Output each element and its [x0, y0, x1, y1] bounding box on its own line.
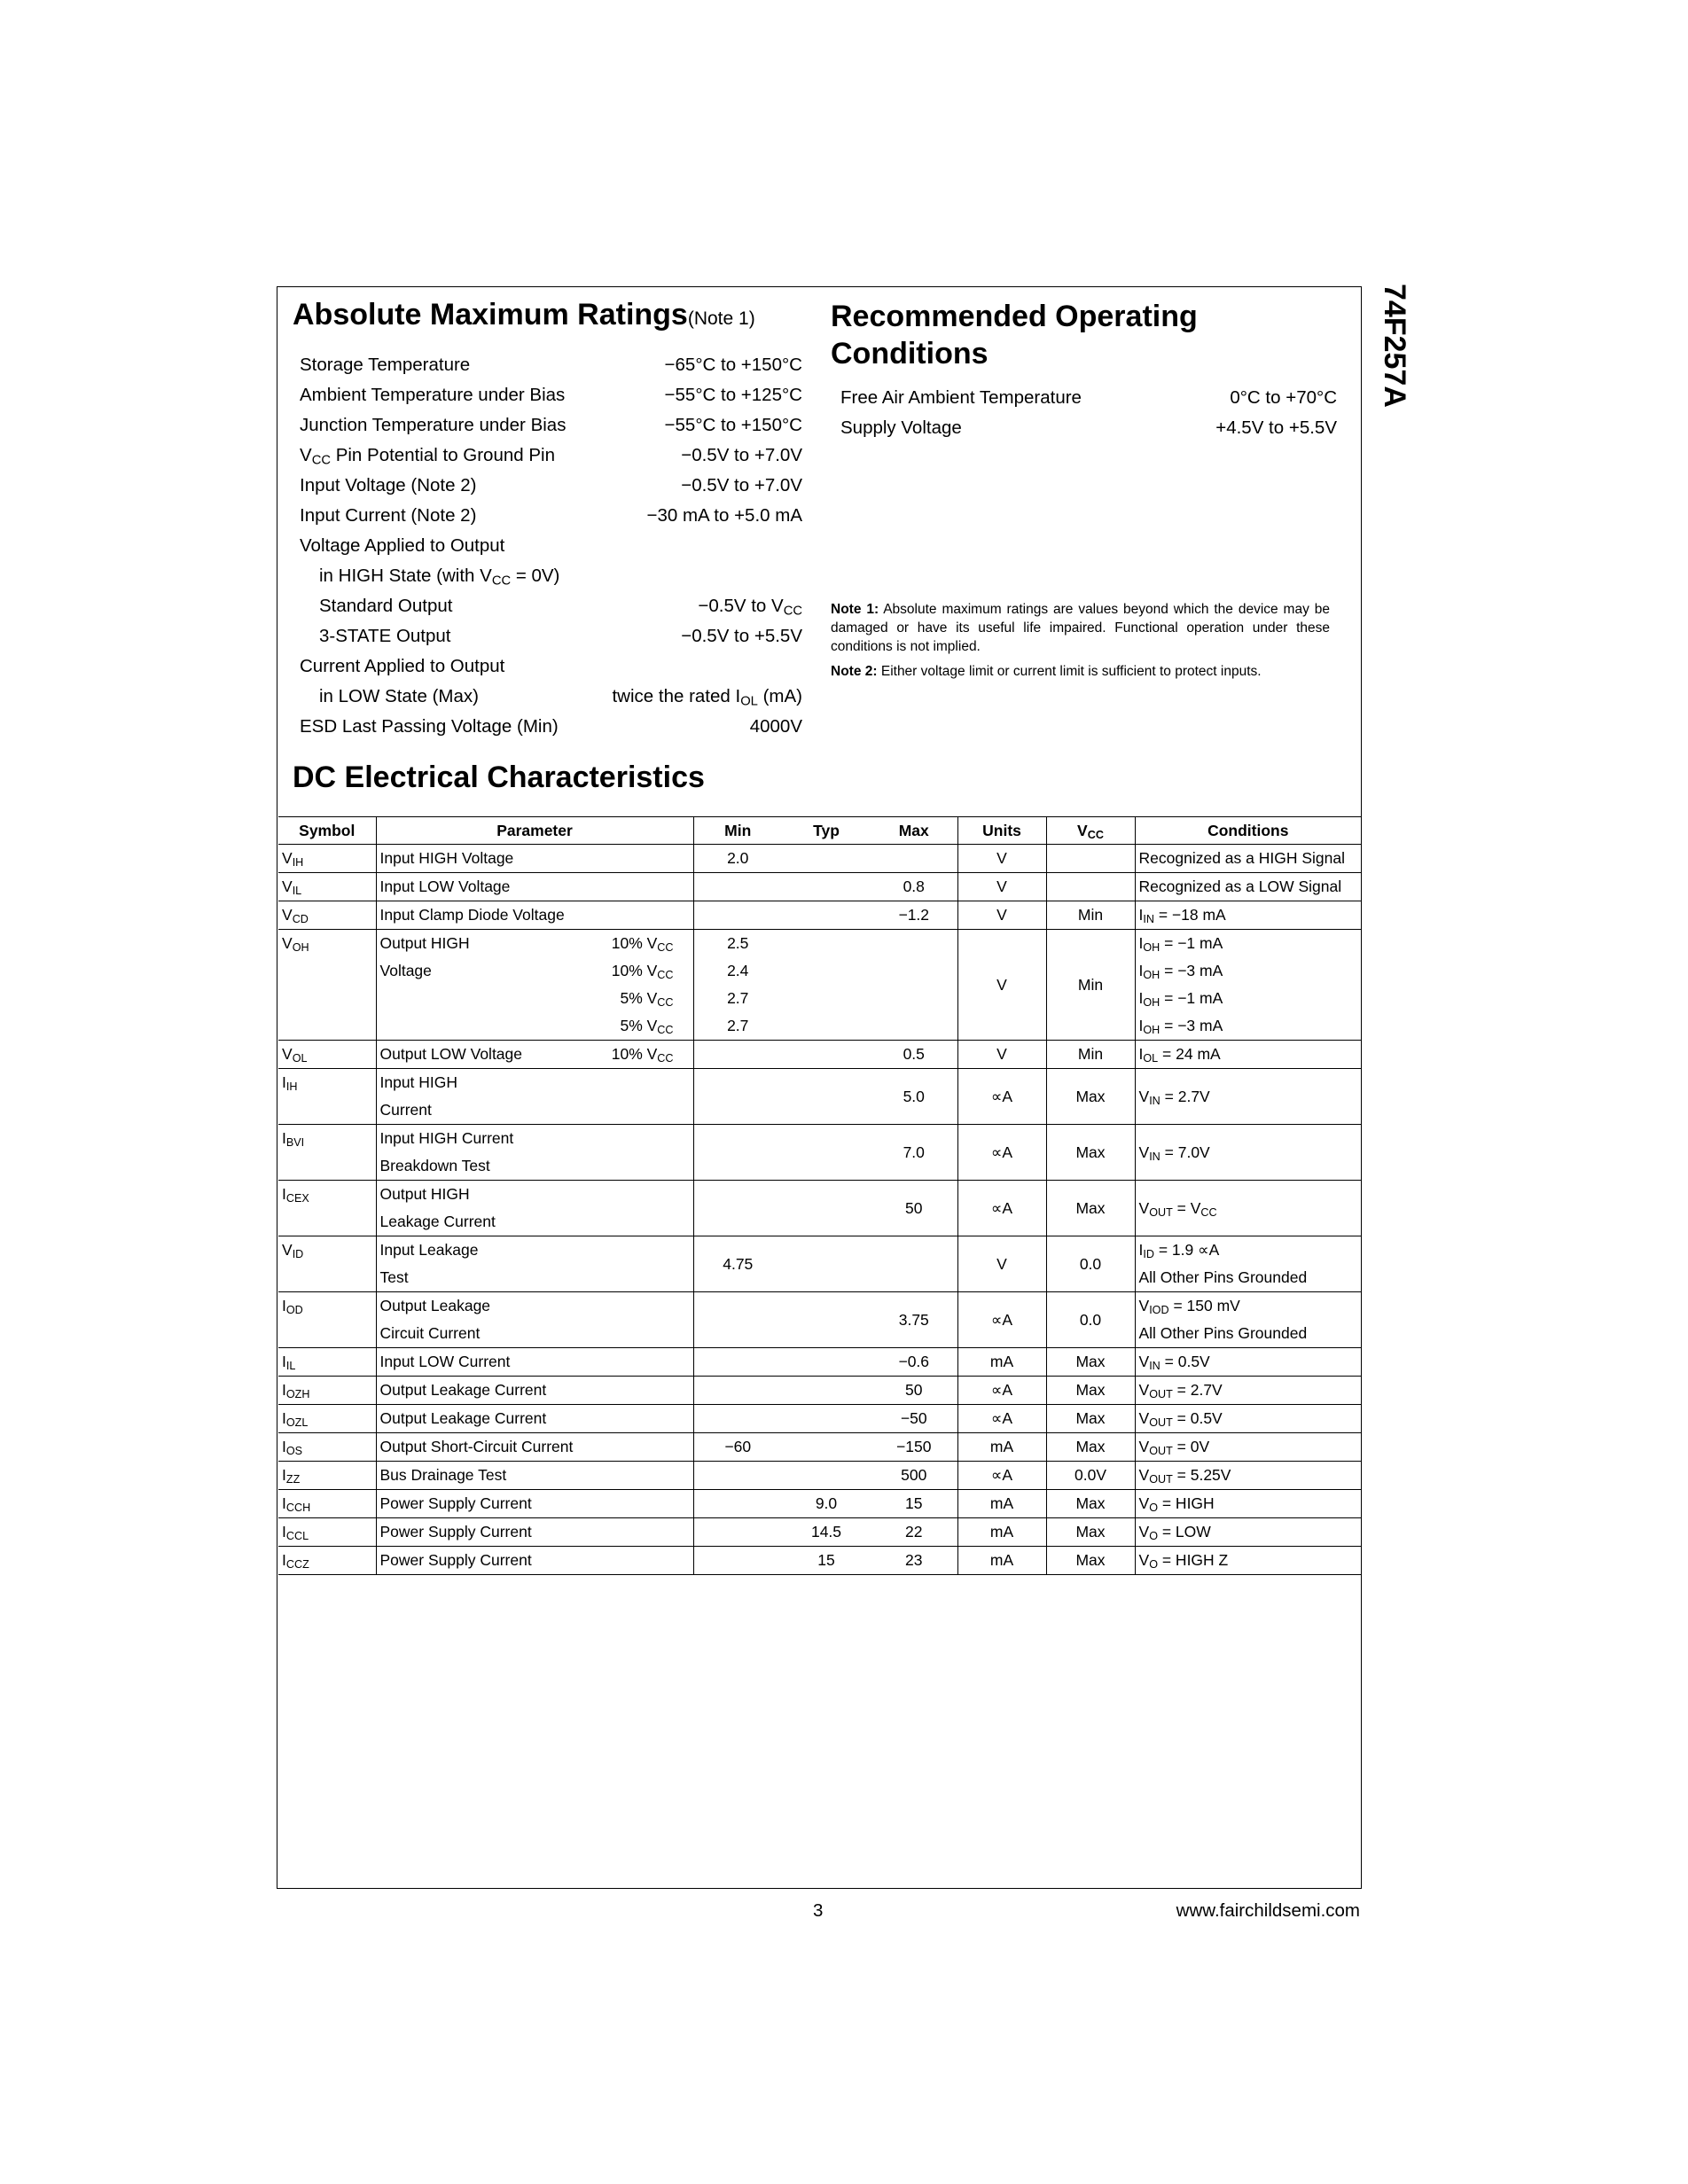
units-cell: ∝A — [957, 1292, 1046, 1348]
vcc-cell: Min — [1046, 930, 1135, 1041]
table-row — [278, 1405, 1361, 1433]
min-cell: 2.0 — [693, 845, 782, 873]
parameter-qualifier: 5% $V_{CC}$ — [620, 989, 674, 1010]
rating-label: Voltage Applied to Output — [300, 535, 505, 556]
vcc-cell: 0.0V — [1046, 1462, 1135, 1490]
units-cell: ∝A — [957, 1069, 1046, 1125]
rating-label: $V_{CC}$ Pin Potential to Ground Pin — [300, 445, 555, 468]
rating-value: −55°C to +125°C — [664, 385, 802, 405]
rating-value: −30 mA to +5.0 mA — [646, 505, 802, 526]
table-row — [278, 873, 1361, 901]
typ-cell — [782, 1377, 871, 1405]
parameter-cell: Input HIGH Current Breakdown Test — [376, 1125, 693, 1181]
typ-cell — [782, 1069, 871, 1125]
max-cell: 0.8 — [871, 873, 957, 901]
conditions-cell: $I_{ID} = 1.9 \propto A$ All Other Pins Grounded — [1135, 1236, 1361, 1292]
units-cell: ∝A — [957, 1405, 1046, 1433]
table-row — [278, 1547, 1361, 1575]
table-row — [278, 1041, 1361, 1069]
rating-row — [840, 417, 1337, 448]
rating-row — [300, 415, 802, 445]
typ-cell — [782, 930, 871, 1041]
max-cell: −1.2 — [871, 901, 957, 930]
conditions-cell: $V_{OUT} = 0.5V$ — [1135, 1405, 1361, 1433]
rating-label: in HIGH State (with $V_{CC} = 0V$) — [319, 566, 560, 589]
symbol-cell: $I_{CCH}$ — [278, 1490, 376, 1518]
symbol-cell: $I_{CCL}$ — [278, 1518, 376, 1547]
symbol-cell: $I_{OZH}$ — [278, 1377, 376, 1405]
rating-value: twice the rated $I_{OL}$ (mA) — [612, 686, 802, 709]
vcc-cell: Max — [1046, 1348, 1135, 1377]
col-min: Min — [693, 817, 782, 845]
vcc-cell: Max — [1046, 1377, 1135, 1405]
symbol-cell: $I_{OD}$ — [278, 1292, 376, 1348]
units-cell: ∝A — [957, 1462, 1046, 1490]
max-cell: 22 — [871, 1518, 957, 1547]
typ-cell — [782, 1292, 871, 1348]
col-symbol: Symbol — [278, 817, 376, 845]
parameter-qualifier: 10% $V_{CC}$ — [611, 934, 674, 955]
typ-cell — [782, 873, 871, 901]
units-cell: V — [957, 845, 1046, 873]
parameter-cell: Output Leakage Current — [376, 1405, 693, 1433]
rating-row — [300, 716, 802, 746]
vcc-cell: Max — [1046, 1181, 1135, 1236]
rating-row — [300, 445, 802, 475]
recommended-operating-title: Recommended Operating Conditions — [831, 300, 1198, 370]
col-max: Max — [871, 817, 957, 845]
max-cell — [871, 845, 957, 873]
units-cell: V — [957, 1041, 1046, 1069]
rating-row — [300, 355, 802, 385]
vcc-cell: Min — [1046, 901, 1135, 930]
table-row — [278, 1069, 1361, 1125]
conditions-cell: $V_{IN} = 2.7V$ — [1135, 1069, 1361, 1125]
rating-label: Current Applied to Output — [300, 656, 505, 676]
parameter-cell: Output Leakage Circuit Current — [376, 1292, 693, 1348]
typ-cell — [782, 845, 871, 873]
symbol-cell: $I_{OS}$ — [278, 1433, 376, 1462]
vcc-cell — [1046, 873, 1135, 901]
table-row — [278, 1348, 1361, 1377]
min-cell — [693, 901, 782, 930]
conditions-cell: $V_{OUT} = V_{CC}$ — [1135, 1181, 1361, 1236]
conditions-cell: Recognized as a LOW Signal — [1135, 873, 1361, 901]
symbol-cell: $I_{CCZ}$ — [278, 1547, 376, 1575]
conditions-cell: $V_{IN} = 7.0V$ — [1135, 1125, 1361, 1181]
rating-label: Input Current (Note 2) — [300, 505, 477, 526]
symbol-cell: $V_{IH}$ — [278, 845, 376, 873]
typ-cell — [782, 1348, 871, 1377]
units-cell: V — [957, 901, 1046, 930]
parameter-cell: Power Supply Current — [376, 1518, 693, 1547]
symbol-cell: $I_{BVI}$ — [278, 1125, 376, 1181]
rating-row — [300, 656, 802, 686]
parameter-qualifier: 5% $V_{CC}$ — [620, 1017, 674, 1037]
min-cell — [693, 1490, 782, 1518]
parameter-qualifier: 10% $V_{CC}$ — [611, 1045, 674, 1065]
typ-cell — [782, 1181, 871, 1236]
max-cell: 15 — [871, 1490, 957, 1518]
max-cell: 3.75 — [871, 1292, 957, 1348]
rating-value: −0.5V to +7.0V — [681, 445, 802, 465]
units-cell: V — [957, 1236, 1046, 1292]
symbol-cell: $V_{OL}$ — [278, 1041, 376, 1069]
parameter-cell: Output HIGH 10% $V_{CC}$ Voltage 10% $V_{CC}$ 5% $V_{CC}$ 5% $V_{CC}$ — [376, 930, 693, 1041]
conditions-cell: $V_{IN} = 0.5V$ — [1135, 1348, 1361, 1377]
parameter-cell: Bus Drainage Test — [376, 1462, 693, 1490]
rating-row — [300, 535, 802, 566]
typ-cell — [782, 1236, 871, 1292]
max-cell: −0.6 — [871, 1348, 957, 1377]
conditions-cell: $V_{OUT} = 0V$ — [1135, 1433, 1361, 1462]
parameter-cell: Output HIGH Leakage Current — [376, 1181, 693, 1236]
vcc-cell: Max — [1046, 1405, 1135, 1433]
typ-cell — [782, 1405, 871, 1433]
min-cell — [693, 1292, 782, 1348]
vcc-cell: 0.0 — [1046, 1292, 1135, 1348]
min-cell — [693, 1547, 782, 1575]
units-cell: ∝A — [957, 1125, 1046, 1181]
parameter-cell: Output Short-Circuit Current — [376, 1433, 693, 1462]
parameter-cell: Input HIGH Voltage — [376, 845, 693, 873]
max-cell: 23 — [871, 1547, 957, 1575]
symbol-cell: $V_{CD}$ — [278, 901, 376, 930]
max-cell: 500 — [871, 1462, 957, 1490]
recommended-conditions-list — [840, 387, 1337, 448]
rating-row — [300, 686, 802, 716]
typ-cell — [782, 1041, 871, 1069]
symbol-cell: $I_{ZZ}$ — [278, 1462, 376, 1490]
rating-value: +4.5V to +5.5V — [1215, 417, 1337, 438]
min-cell — [693, 1125, 782, 1181]
units-cell: mA — [957, 1547, 1046, 1575]
rating-value: −65°C to +150°C — [664, 355, 802, 375]
min-cell — [693, 1518, 782, 1547]
units-cell: mA — [957, 1518, 1046, 1547]
parameter-cell: Output LOW Voltage 10% $V_{CC}$ — [376, 1041, 693, 1069]
parameter-qualifier: 10% $V_{CC}$ — [611, 962, 674, 982]
table-row — [278, 930, 1361, 1041]
vcc-cell: Max — [1046, 1518, 1135, 1547]
vcc-cell: Min — [1046, 1041, 1135, 1069]
rating-label: Ambient Temperature under Bias — [300, 385, 566, 405]
conditions-cell: $V_O$ = HIGH Z — [1135, 1547, 1361, 1575]
max-cell: 50 — [871, 1181, 957, 1236]
page-number: 3 — [813, 1900, 824, 1921]
max-cell — [871, 930, 957, 1041]
notes-block — [831, 600, 1330, 687]
table-row — [278, 1236, 1361, 1292]
max-cell: −50 — [871, 1405, 957, 1433]
symbol-cell: $I_{IH}$ — [278, 1069, 376, 1125]
rating-row — [300, 475, 802, 505]
col-vcc: $V_{CC}$ — [1046, 817, 1135, 845]
parameter-cell: Input LOW Voltage — [376, 873, 693, 901]
min-cell — [693, 1348, 782, 1377]
units-cell: ∝A — [957, 1181, 1046, 1236]
vcc-cell: Max — [1046, 1433, 1135, 1462]
min-cell: −60 — [693, 1433, 782, 1462]
col-parameter: Parameter — [376, 817, 693, 845]
min-cell: 4.75 — [693, 1236, 782, 1292]
min-cell — [693, 1462, 782, 1490]
footer-url: www.fairchildsemi.com — [1176, 1900, 1360, 1921]
min-cell — [693, 1377, 782, 1405]
rating-row — [300, 566, 802, 596]
conditions-cell: $I_{OH} = -1$ mA $I_{OH} = -3$ mA $I_{OH} = -1$ mA $I_{OH} = -3$ mA — [1135, 930, 1361, 1041]
table-row — [278, 1125, 1361, 1181]
max-cell: −150 — [871, 1433, 957, 1462]
units-cell: mA — [957, 1348, 1046, 1377]
typ-cell: 15 — [782, 1547, 871, 1575]
col-typ: Typ — [782, 817, 871, 845]
rating-label: Standard Output — [319, 596, 453, 616]
rating-label: Free Air Ambient Temperature — [840, 387, 1082, 408]
rating-label: in LOW State (Max) — [319, 686, 479, 706]
rating-row — [840, 387, 1337, 417]
rating-label: Storage Temperature — [300, 355, 471, 375]
rating-row — [300, 596, 802, 626]
rating-value: 0°C to +70°C — [1230, 387, 1337, 408]
units-cell: mA — [957, 1490, 1046, 1518]
max-cell: 5.0 — [871, 1069, 957, 1125]
table-row — [278, 1518, 1361, 1547]
max-cell: 0.5 — [871, 1041, 957, 1069]
side-part-number: 74F257A — [1378, 284, 1411, 408]
rating-label: ESD Last Passing Voltage (Min) — [300, 716, 559, 737]
symbol-cell: $V_{IL}$ — [278, 873, 376, 901]
conditions-cell: Recognized as a HIGH Signal — [1135, 845, 1361, 873]
parameter-cell: Input LOW Current — [376, 1348, 693, 1377]
typ-cell: 9.0 — [782, 1490, 871, 1518]
rating-value: 4000V — [749, 716, 802, 737]
rating-label: Supply Voltage — [840, 417, 962, 438]
dc-characteristics-table — [278, 816, 1361, 1575]
table-row — [278, 1181, 1361, 1236]
units-cell: ∝A — [957, 1377, 1046, 1405]
rating-row — [300, 385, 802, 415]
rating-label: Junction Temperature under Bias — [300, 415, 567, 435]
typ-cell — [782, 1433, 871, 1462]
vcc-cell: Max — [1046, 1547, 1135, 1575]
units-cell: mA — [957, 1433, 1046, 1462]
table-row — [278, 901, 1361, 930]
typ-cell — [782, 1462, 871, 1490]
table-row — [278, 1433, 1361, 1462]
abs-max-ratings-title: Absolute Maximum Ratings(Note 1) — [293, 298, 755, 332]
parameter-cell: Input Clamp Diode Voltage — [376, 901, 693, 930]
parameter-cell: Power Supply Current — [376, 1490, 693, 1518]
table-row — [278, 845, 1361, 873]
abs-max-ratings-list — [300, 355, 802, 746]
dc-characteristics-title: DC Electrical Characteristics — [293, 760, 705, 794]
conditions-cell: $V_{IOD} = 150$ mV All Other Pins Grounded — [1135, 1292, 1361, 1348]
rating-value: −0.5V to +7.0V — [681, 475, 802, 495]
units-cell: V — [957, 930, 1046, 1041]
table-row — [278, 1490, 1361, 1518]
min-cell: 2.5 2.4 2.7 2.7 — [693, 930, 782, 1041]
table-header-row — [278, 817, 1361, 845]
rating-label: 3-STATE Output — [319, 626, 451, 646]
rating-row — [300, 505, 802, 535]
conditions-cell: $I_{OL} = 24$ mA — [1135, 1041, 1361, 1069]
conditions-cell: $V_O$ = LOW — [1135, 1518, 1361, 1547]
symbol-cell: $V_{OH}$ — [278, 930, 376, 1041]
conditions-cell: $I_{IN} = -18$ mA — [1135, 901, 1361, 930]
parameter-cell: Output Leakage Current — [376, 1377, 693, 1405]
rating-value: −0.5V to $V_{CC}$ — [698, 596, 802, 619]
min-cell — [693, 1405, 782, 1433]
note-1: Note 1: Absolute maximum ratings are values beyond which the device may be damaged or have its useful life impaired. Functional operation under these conditions is not implied. — [831, 602, 1330, 654]
table-row — [278, 1462, 1361, 1490]
symbol-cell: $V_{ID}$ — [278, 1236, 376, 1292]
vcc-cell: 0.0 — [1046, 1236, 1135, 1292]
vcc-cell: Max — [1046, 1069, 1135, 1125]
units-cell: V — [957, 873, 1046, 901]
min-cell — [693, 1069, 782, 1125]
typ-cell: 14.5 — [782, 1518, 871, 1547]
symbol-cell: $I_{IL}$ — [278, 1348, 376, 1377]
vcc-cell: Max — [1046, 1490, 1135, 1518]
parameter-cell: Input Leakage Test — [376, 1236, 693, 1292]
max-cell: 50 — [871, 1377, 957, 1405]
typ-cell — [782, 1125, 871, 1181]
table-row — [278, 1292, 1361, 1348]
parameter-cell: Power Supply Current — [376, 1547, 693, 1575]
note-2: Note 2: Either voltage limit or current limit is sufficient to protect inputs. — [831, 664, 1262, 679]
col-units: Units — [957, 817, 1046, 845]
symbol-cell: $I_{OZL}$ — [278, 1405, 376, 1433]
min-cell — [693, 1181, 782, 1236]
max-cell: 7.0 — [871, 1125, 957, 1181]
conditions-cell: $V_{OUT} = 2.7V$ — [1135, 1377, 1361, 1405]
rating-row — [300, 626, 802, 656]
table-row — [278, 1377, 1361, 1405]
min-cell — [693, 1041, 782, 1069]
typ-cell — [782, 901, 871, 930]
abs-max-note-ref: (Note 1) — [687, 308, 755, 329]
rating-value: −55°C to +150°C — [664, 415, 802, 435]
symbol-cell: $I_{CEX}$ — [278, 1181, 376, 1236]
vcc-cell — [1046, 845, 1135, 873]
col-conditions: Conditions — [1135, 817, 1361, 845]
rating-value: −0.5V to +5.5V — [681, 626, 802, 646]
parameter-cell: Input HIGH Current — [376, 1069, 693, 1125]
conditions-cell: $V_{OUT} = 5.25V$ — [1135, 1462, 1361, 1490]
conditions-cell: $V_O$ = HIGH — [1135, 1490, 1361, 1518]
max-cell — [871, 1236, 957, 1292]
vcc-cell: Max — [1046, 1125, 1135, 1181]
rating-label: Input Voltage (Note 2) — [300, 475, 477, 495]
min-cell — [693, 873, 782, 901]
